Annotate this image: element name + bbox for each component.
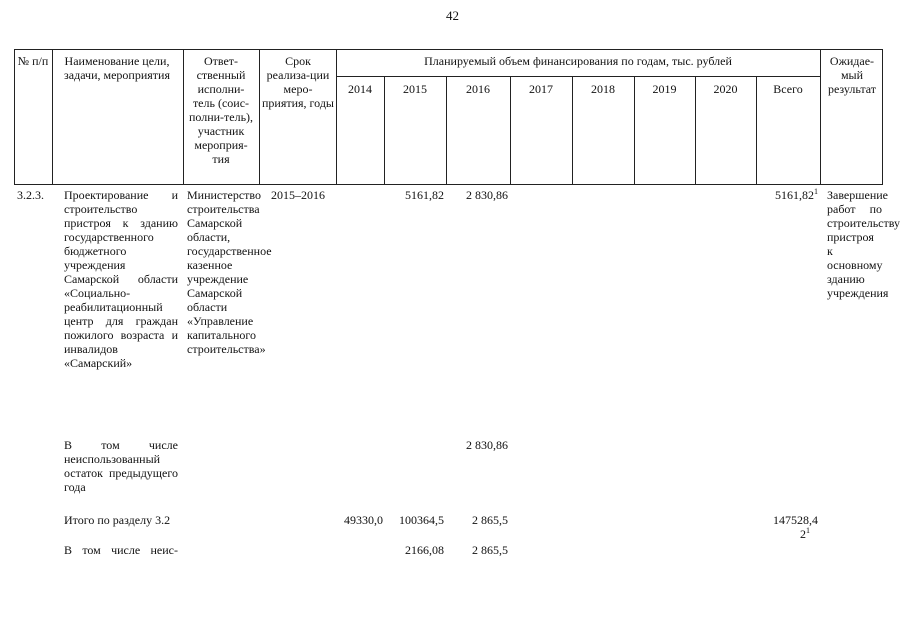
page-number: 42 [446, 8, 459, 23]
header-year-2015: 2015 [403, 82, 427, 96]
row-value-2014: 49330,0 [344, 513, 383, 527]
row-term: 2015–2016 [271, 188, 325, 202]
row-value-2016: 2 830,86 [466, 438, 508, 452]
row-name: В том числе неиспользованный остаток предыдущего года [64, 438, 178, 494]
header-year-2019: 2019 [652, 82, 677, 96]
row-value-2016: 2 865,5 [472, 543, 508, 557]
header-total: Всего [773, 82, 803, 96]
header-year-2014: 2014 [348, 82, 372, 96]
row-result: Завершение работ по строительству пристроя к основному зданию учреждения [827, 188, 900, 300]
header-term: Срок реализа-ции меро-приятия, годы [262, 54, 334, 110]
row-total-continuation: 2 [800, 527, 806, 541]
footnote-marker: 1 [806, 526, 810, 535]
header-result: Ожидае-мый результат [827, 54, 877, 96]
header-year-2018: 2018 [591, 82, 615, 96]
row-total-value: 5161,82 [775, 188, 814, 202]
header-financing: Планируемый объем финансирования по годам, тыс. рублей [424, 54, 732, 68]
row-value-2016: 2 830,86 [466, 188, 508, 202]
header-num: № п/п [17, 54, 49, 68]
header-year-2016: 2016 [466, 82, 490, 96]
header-year-2017: 2017 [529, 82, 553, 96]
row-total-line1: 147528,4 [773, 513, 818, 527]
row-total-line2 [790, 527, 820, 541]
row-value-2015: 100364,5 [399, 513, 444, 527]
header-executor: Ответ-ственный исполни-тель (соис-полни-тель), участник мероприя-тия [188, 54, 254, 166]
row-name: Итого по разделу 3.2 [64, 513, 171, 527]
header-year-2020: 2020 [713, 82, 738, 96]
footnote-marker: 1 [814, 187, 818, 196]
row-name: Проектирование и строительство пристроя к зданию государственного бюджетного учреждения Самарской области «Социально-реабилитационный центр для граждан пожилого возраста и инвалидов «Самарский» [64, 188, 178, 370]
row-value-2015: 2166,08 [405, 543, 444, 557]
row-executor: Министерство строительства Самарской области, государственное казенное учреждение Самарской области «Управление капитального строительства» [187, 188, 272, 356]
row-num: 3.2.3. [17, 188, 44, 202]
row-value-total [756, 188, 818, 202]
row-value-2016: 2 865,5 [472, 513, 508, 527]
row-value-2015: 5161,82 [405, 188, 444, 202]
header-name: Наименование цели, задачи, мероприятия [64, 54, 170, 82]
row-name: В том числе неис- [64, 543, 178, 557]
